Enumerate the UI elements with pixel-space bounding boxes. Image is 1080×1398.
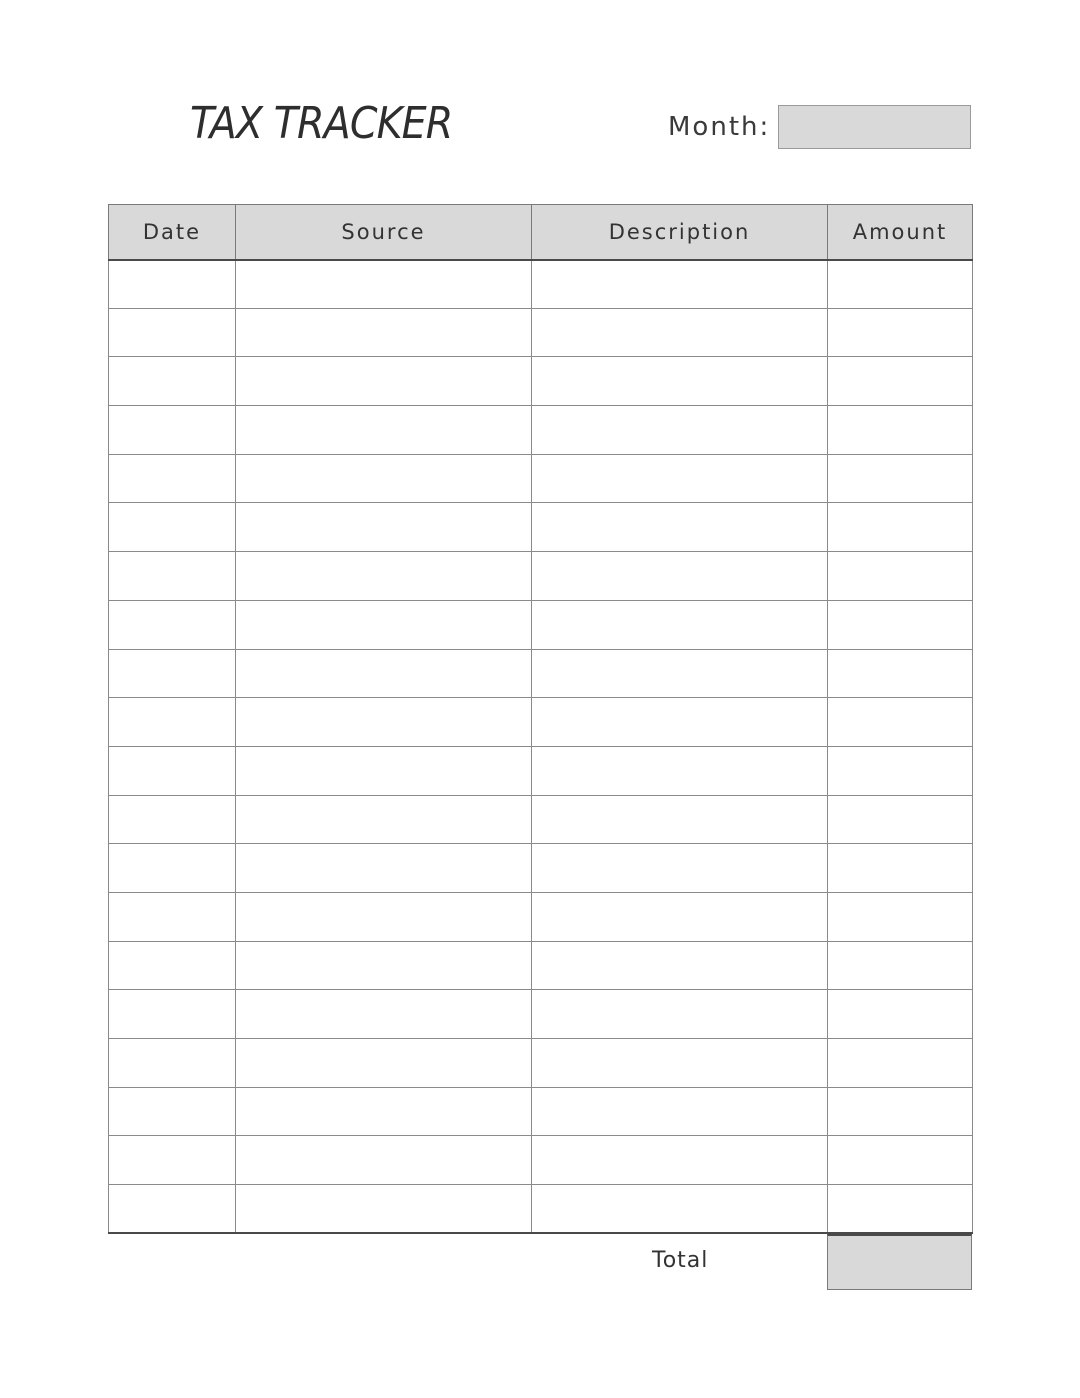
amount-cell[interactable]: [828, 503, 973, 552]
table-row: [109, 844, 973, 893]
source-cell[interactable]: [236, 1136, 532, 1185]
description-cell[interactable]: [532, 649, 828, 698]
date-cell[interactable]: [109, 503, 236, 552]
source-cell[interactable]: [236, 1087, 532, 1136]
source-cell[interactable]: [236, 892, 532, 941]
date-cell[interactable]: [109, 308, 236, 357]
description-cell[interactable]: [532, 1185, 828, 1234]
table-row: [109, 990, 973, 1039]
date-cell[interactable]: [109, 844, 236, 893]
amount-cell[interactable]: [828, 600, 973, 649]
column-header-date: Date: [109, 205, 236, 260]
source-cell[interactable]: [236, 649, 532, 698]
table-row: [109, 357, 973, 406]
amount-cell[interactable]: [828, 746, 973, 795]
date-cell[interactable]: [109, 1185, 236, 1234]
table-row: [109, 308, 973, 357]
source-cell[interactable]: [236, 357, 532, 406]
source-cell[interactable]: [236, 1185, 532, 1234]
source-cell[interactable]: [236, 795, 532, 844]
source-cell[interactable]: [236, 600, 532, 649]
source-cell[interactable]: [236, 844, 532, 893]
description-cell[interactable]: [532, 698, 828, 747]
amount-cell[interactable]: [828, 357, 973, 406]
tax-table: [108, 204, 973, 1234]
amount-cell[interactable]: [828, 454, 973, 503]
table-row: [109, 503, 973, 552]
description-cell[interactable]: [532, 892, 828, 941]
date-cell[interactable]: [109, 649, 236, 698]
amount-cell[interactable]: [828, 406, 973, 455]
description-cell[interactable]: [532, 308, 828, 357]
date-cell[interactable]: [109, 260, 236, 309]
table-row: [109, 600, 973, 649]
table-row: [109, 1185, 973, 1234]
description-cell[interactable]: [532, 1087, 828, 1136]
amount-cell[interactable]: [828, 941, 973, 990]
description-cell[interactable]: [532, 795, 828, 844]
source-cell[interactable]: [236, 1039, 532, 1088]
amount-cell[interactable]: [828, 844, 973, 893]
date-cell[interactable]: [109, 941, 236, 990]
amount-cell[interactable]: [828, 1185, 973, 1234]
source-cell[interactable]: [236, 698, 532, 747]
table-row: [109, 746, 973, 795]
date-cell[interactable]: [109, 454, 236, 503]
date-cell[interactable]: [109, 795, 236, 844]
description-cell[interactable]: [532, 503, 828, 552]
total-field[interactable]: [827, 1234, 972, 1290]
total-label: Total: [652, 1248, 709, 1273]
description-cell[interactable]: [532, 746, 828, 795]
date-cell[interactable]: [109, 406, 236, 455]
table-row: [109, 941, 973, 990]
table-row: [109, 892, 973, 941]
date-cell[interactable]: [109, 698, 236, 747]
table-row: [109, 1136, 973, 1185]
description-cell[interactable]: [532, 552, 828, 601]
amount-cell[interactable]: [828, 260, 973, 309]
amount-cell[interactable]: [828, 698, 973, 747]
description-cell[interactable]: [532, 844, 828, 893]
amount-cell[interactable]: [828, 795, 973, 844]
table-row: [109, 1039, 973, 1088]
table-row: [109, 552, 973, 601]
description-cell[interactable]: [532, 1039, 828, 1088]
table-row: [109, 406, 973, 455]
column-header-source: Source: [236, 205, 532, 260]
date-cell[interactable]: [109, 746, 236, 795]
description-cell[interactable]: [532, 990, 828, 1039]
date-cell[interactable]: [109, 600, 236, 649]
description-cell[interactable]: [532, 941, 828, 990]
amount-cell[interactable]: [828, 1136, 973, 1185]
source-cell[interactable]: [236, 454, 532, 503]
source-cell[interactable]: [236, 990, 532, 1039]
source-cell[interactable]: [236, 260, 532, 309]
amount-cell[interactable]: [828, 1039, 973, 1088]
description-cell[interactable]: [532, 600, 828, 649]
date-cell[interactable]: [109, 1039, 236, 1088]
source-cell[interactable]: [236, 503, 532, 552]
date-cell[interactable]: [109, 990, 236, 1039]
table-row: [109, 698, 973, 747]
table-row: [109, 260, 973, 309]
date-cell[interactable]: [109, 552, 236, 601]
date-cell[interactable]: [109, 1087, 236, 1136]
source-cell[interactable]: [236, 308, 532, 357]
table-row: [109, 454, 973, 503]
description-cell[interactable]: [532, 357, 828, 406]
amount-cell[interactable]: [828, 649, 973, 698]
column-header-description: Description: [532, 205, 828, 260]
table-row: [109, 649, 973, 698]
amount-cell[interactable]: [828, 1087, 973, 1136]
amount-cell[interactable]: [828, 552, 973, 601]
tax-table-container: [108, 204, 972, 1234]
table-body: [109, 260, 973, 1234]
amount-cell[interactable]: [828, 308, 973, 357]
description-cell[interactable]: [532, 454, 828, 503]
source-cell[interactable]: [236, 552, 532, 601]
date-cell[interactable]: [109, 1136, 236, 1185]
page-title: TAX TRACKER: [190, 98, 453, 149]
source-cell[interactable]: [236, 406, 532, 455]
month-label: Month:: [668, 112, 771, 142]
date-cell[interactable]: [109, 357, 236, 406]
table-header-row: [109, 205, 973, 260]
date-cell[interactable]: [109, 892, 236, 941]
source-cell[interactable]: [236, 941, 532, 990]
description-cell[interactable]: [532, 1136, 828, 1185]
table-row: [109, 1087, 973, 1136]
amount-cell[interactable]: [828, 990, 973, 1039]
table-row: [109, 795, 973, 844]
source-cell[interactable]: [236, 746, 532, 795]
amount-cell[interactable]: [828, 892, 973, 941]
month-field[interactable]: [778, 105, 971, 149]
description-cell[interactable]: [532, 260, 828, 309]
description-cell[interactable]: [532, 406, 828, 455]
column-header-amount: Amount: [828, 205, 973, 260]
